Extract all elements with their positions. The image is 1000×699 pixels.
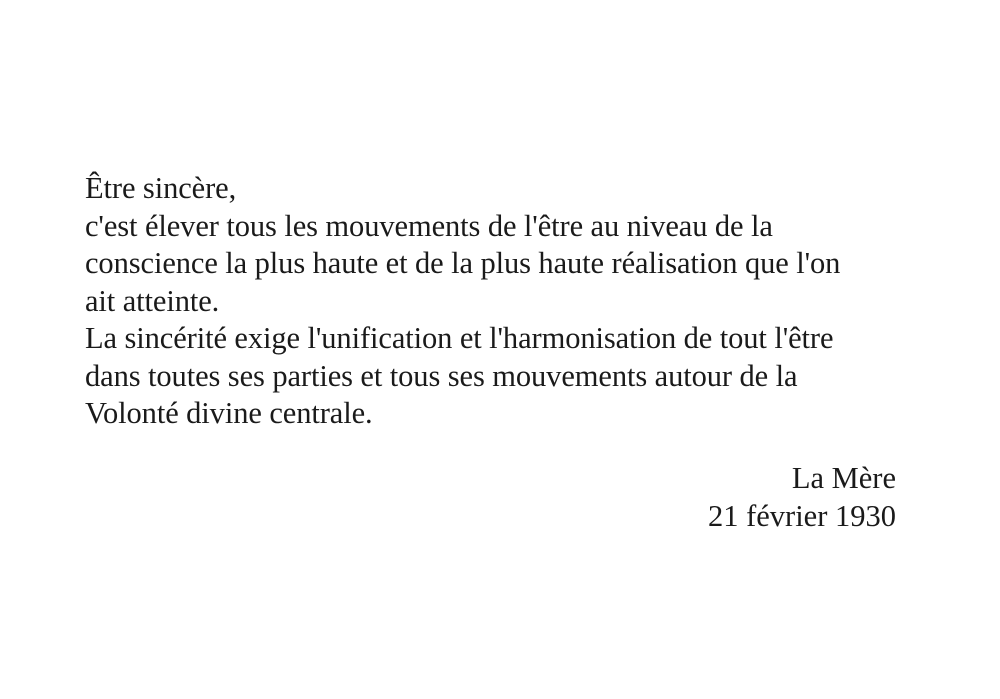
quote-line: c'est élever tous les mouvements de l'être au niveau de la <box>85 208 773 243</box>
quote-line: Être sincère, <box>85 171 237 205</box>
quote-line: Volonté divine centrale. <box>85 396 373 430</box>
signature-block <box>708 460 896 535</box>
quote-line: La sincérité exige l'unification et l'harmonisation de tout l'être <box>85 321 834 355</box>
quote-text <box>85 170 945 433</box>
quote-line: conscience la plus haute et de la plus haute réalisation que l'on <box>85 246 841 280</box>
author-name: La Mère <box>791 461 896 495</box>
quote-line: dans toutes ses parties et tous ses mouvements autour de la <box>85 358 798 393</box>
quote-line: ait atteinte. <box>85 283 220 318</box>
signature-date: 21 février 1930 <box>707 498 896 533</box>
